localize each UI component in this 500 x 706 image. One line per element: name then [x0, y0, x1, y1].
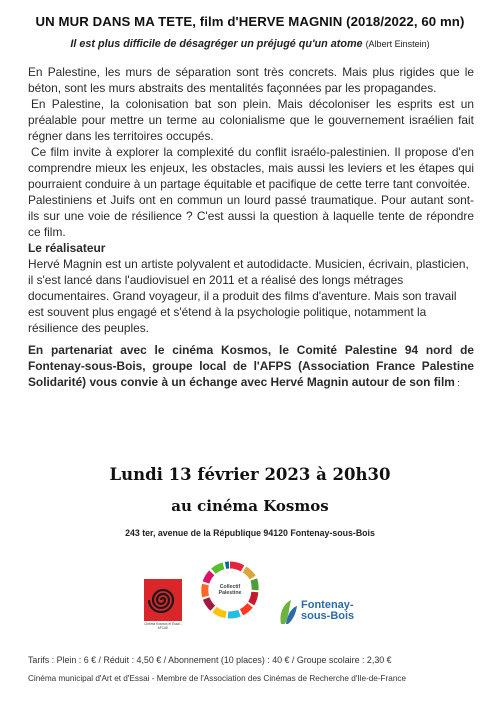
pricing-line: Tarifs : Plein : 6 € / Réduit : 4,50 € / Abonnement (10 places) : 40 € / Groupe scolaire : 2,30 € — [28, 655, 392, 665]
fontenay-logo — [277, 598, 367, 628]
leaf-icon — [277, 598, 299, 626]
film-title: UN MUR DANS MA TETE, film d'HERVE MAGNIN (2018/2022, 60 mn) — [35, 14, 465, 29]
event-venue: au cinéma Kosmos — [171, 497, 329, 515]
partnership-text — [28, 342, 474, 391]
partnership-body: En partenariat avec le cinéma Kosmos, le Comité Palestine 94 nord de Fontenay-sous-Bois, groupe local de l'AFPS (Association France Palestine Solidarité) vous convie à un échange avec Hervé Magnin autour de son film — [28, 343, 474, 389]
afps-logo — [200, 560, 260, 620]
paragraph: Palestiniens et Juifs ont en commun un lourd passé traumatique. Pour autant sont-ils sur une voie de résilience ? C'est aussi la question à laquelle tente de répondre ce film. — [28, 193, 474, 239]
director-bio: Hervé Magnin est un artiste polyvalent et autodidacte. Musicien, écrivain, plasticien, il s'est lancé dans l'audiovisuel en 2011 et a réalisé des longs métrages documentaires. Grand voyageur, il a produit des films d'aventure. Mais son travail est souvent plus engagé et s'étend à la psychologie politique, notamment la résilience des peuples. — [28, 257, 469, 335]
quote-author: (Albert Einstein) — [365, 39, 430, 49]
paragraph: En Palestine, la colonisation bat son plein. Mais décoloniser les esprits est un préalable pour mettre un terme au colonialisme que le gouvernement israélien fait régner dans les territoires occupés. — [28, 97, 474, 143]
kosmos-spiral-icon — [143, 578, 183, 622]
paragraph: En Palestine, les murs de séparation sont très concrets. Mais plus rigides que le béton, sont les murs abstraits des mentalités façonnées par les propagandes. — [28, 65, 474, 95]
main-text — [28, 64, 474, 391]
fontenay-wordmark — [301, 600, 354, 622]
event-date: Lundi 13 février 2023 à 20h30 — [109, 465, 391, 484]
partnership-colon: : — [454, 378, 460, 388]
quote-text: Il est plus difficile de désagréger un préjugé qu'un atome — [70, 38, 363, 50]
fontenay-line2: sous-Bois — [301, 610, 355, 622]
epigraph — [0, 38, 500, 50]
fontenay-line1: Fontenay- — [301, 599, 354, 611]
kosmos-logo — [143, 578, 183, 630]
kosmos-caption: Cinéma Kosmos et Essai - AFCAE — [144, 622, 182, 630]
paragraph: Ce film invite à explorer la complexité du conflit israélo-palestinien. Il propose d'en comprendre mieux les enjeux, les obstacles, mais aussi les leviers et les étapes qui pourraient conduire à un partage équitable et pacifique de cette terre tant convoitée. — [28, 145, 474, 191]
afps-logo-text: Collectif Palestine — [218, 584, 242, 596]
event-address: 243 ter, avenue de la République 94120 Fontenay-sous-Bois — [125, 528, 375, 538]
director-heading: Le réalisateur — [28, 241, 106, 255]
cinema-line: Cinéma municipal d'Art et d'Essai - Membre de l'Association des Cinémas de Recherche d'Ile-de-France — [28, 674, 407, 683]
